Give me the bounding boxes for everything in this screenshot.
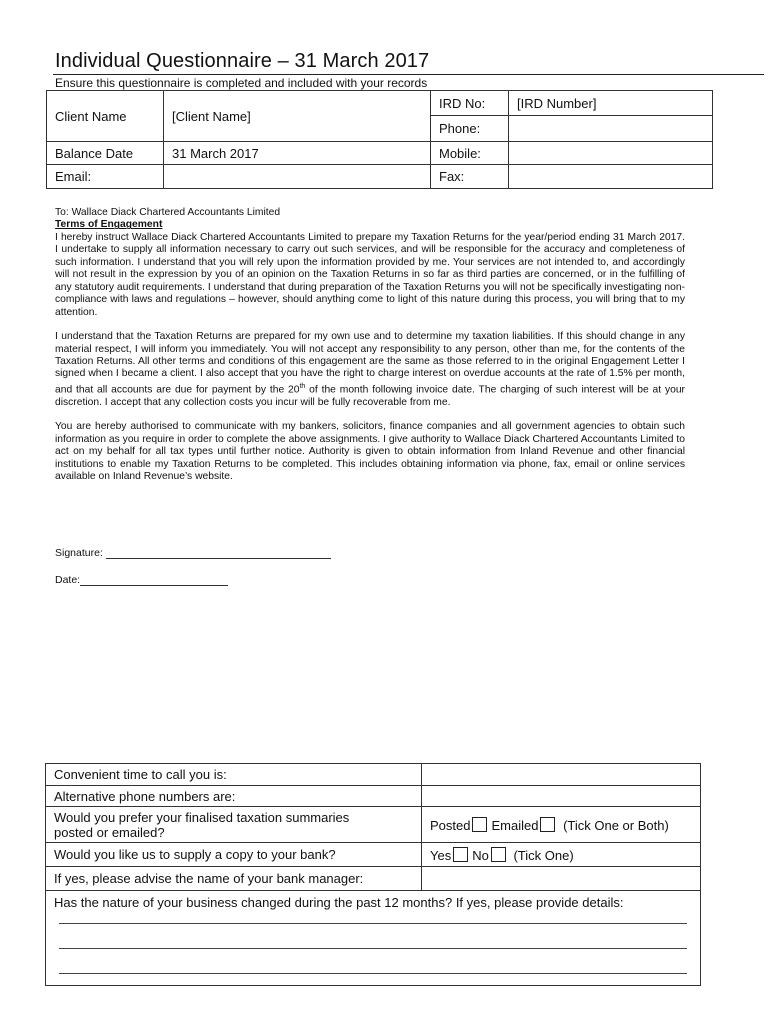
bank-copy-note: (Tick One) [513, 847, 574, 863]
phone-field[interactable] [509, 116, 713, 142]
answer-call-time[interactable] [422, 764, 701, 786]
question-delivery-line2: posted or emailed? [54, 824, 165, 840]
question-business-change-cell [46, 891, 701, 986]
balance-date-label: Balance Date [47, 142, 164, 165]
client-name-label: Client Name [47, 91, 164, 142]
phone-label: Phone: [431, 116, 509, 142]
delivery-note: (Tick One or Both) [563, 817, 669, 833]
client-details-table [46, 90, 713, 189]
signature-label: Signature: [55, 547, 103, 559]
questions-table [45, 763, 701, 986]
ird-label: IRD No: [431, 91, 509, 116]
paragraph-2 [55, 331, 685, 409]
yes-checkbox[interactable] [453, 847, 468, 862]
mobile-field[interactable] [509, 142, 713, 165]
answer-alt-phone[interactable] [422, 786, 701, 807]
engagement-letter [55, 207, 685, 495]
ordinal-suffix: th [299, 382, 306, 390]
answer-delivery [422, 807, 701, 843]
paragraph-2-part-a: I understand that the Taxation Returns are prepared for my own use and to determine my taxation liabilities. If this should change in any material respect, I will inform you immediately. You will not accept any responsibility to any person, other than me, for the contents of the Taxation Returns. All other terms and conditions of this engagement are the same as those referred to in the original Engagement Letter I signed when I became a client. I also accept that you have the right to charge interest on overdue accounts at the rate of 1.5% per month, and that all accounts are due for payment by the 20 [55, 331, 685, 396]
paragraph-1: I hereby instruct Wallace Diack Chartered Accountants Limited to prepare my Taxation Returns for the year/period ending 31 March 2017. I undertake to supply all information necessary to carry out such services, and will be responsible for the accuracy and completeness of such information. I understand that you will rely upon the information provided by me. Your services are not intended to, and accordingly will not result in the expression by you of an opinion on the Taxation Returns in so far as third parties are concerned, or in the fulfilling of any statutory audit requirements. I understand that during preparation of the Taxation Returns you will not be specifically investigating non-compliance with laws and regulations – however, should anything come to light of this nature during this process, you will bring that to my attention. [55, 231, 685, 318]
letter-recipient: To: Wallace Diack Chartered Accountants Limited [55, 207, 281, 218]
no-checkbox[interactable] [491, 847, 506, 862]
question-alt-phone: Alternative phone numbers are: [46, 786, 422, 807]
no-label: No [472, 847, 489, 863]
yes-label: Yes [430, 847, 452, 863]
question-delivery [46, 807, 422, 843]
paragraph-3: You are hereby authorised to communicate with my bankers, solicitors, finance companies and all government agencies to obtain such information as you require in order to complete the above assignments. I give authority to Wallace Diack Chartered Accountants Limited to act on my behalf for all tax types until further notice. Authority is given to obtain information from Inland Revenue and other financial institutions to enable my Taxation Returns to be completed. This includes obtaining information via phone, fax, email or online services available on Inland Revenue’s website. [55, 421, 685, 483]
page-subtitle: Ensure this questionnaire is completed and included with your records [55, 76, 428, 90]
title-rule [53, 74, 764, 75]
question-business-change: Has the nature of your business changed during the past 12 months? If yes, please provide details: [54, 895, 624, 910]
details-line-3[interactable] [59, 973, 687, 974]
emailed-label: Emailed [491, 817, 539, 833]
posted-checkbox[interactable] [472, 817, 487, 832]
question-call-time: Convenient time to call you is: [46, 764, 422, 786]
ird-value[interactable]: [IRD Number] [509, 91, 713, 116]
paragraph-2-part-b: of the month following invoice date. The charging of such interest will be at your discretion. I accept that any collection costs you incur will be fully recoverable from me. [55, 384, 685, 408]
answer-bank-copy [422, 843, 701, 867]
fax-field[interactable] [509, 165, 713, 189]
page-title: Individual Questionnaire – 31 March 2017 [55, 50, 430, 72]
email-field[interactable] [164, 165, 431, 189]
question-bank-copy: Would you like us to supply a copy to your bank? [46, 843, 422, 867]
fax-label: Fax: [431, 165, 509, 189]
question-bank-manager: If yes, please advise the name of your bank manager: [46, 867, 422, 891]
date-label: Date: [55, 574, 81, 586]
balance-date-value[interactable]: 31 March 2017 [164, 142, 431, 165]
date-line[interactable] [80, 575, 228, 586]
signature-line[interactable] [106, 548, 331, 559]
emailed-checkbox[interactable] [540, 817, 555, 832]
date-row [55, 574, 228, 586]
signature-row [55, 547, 331, 559]
question-delivery-line1: Would you prefer your finalised taxation summaries [54, 809, 350, 825]
email-label: Email: [47, 165, 164, 189]
client-name-value[interactable]: [Client Name] [164, 91, 431, 142]
answer-bank-manager[interactable] [422, 867, 701, 891]
posted-label: Posted [430, 817, 471, 833]
mobile-label: Mobile: [431, 142, 509, 165]
terms-heading: Terms of Engagement [55, 219, 163, 231]
